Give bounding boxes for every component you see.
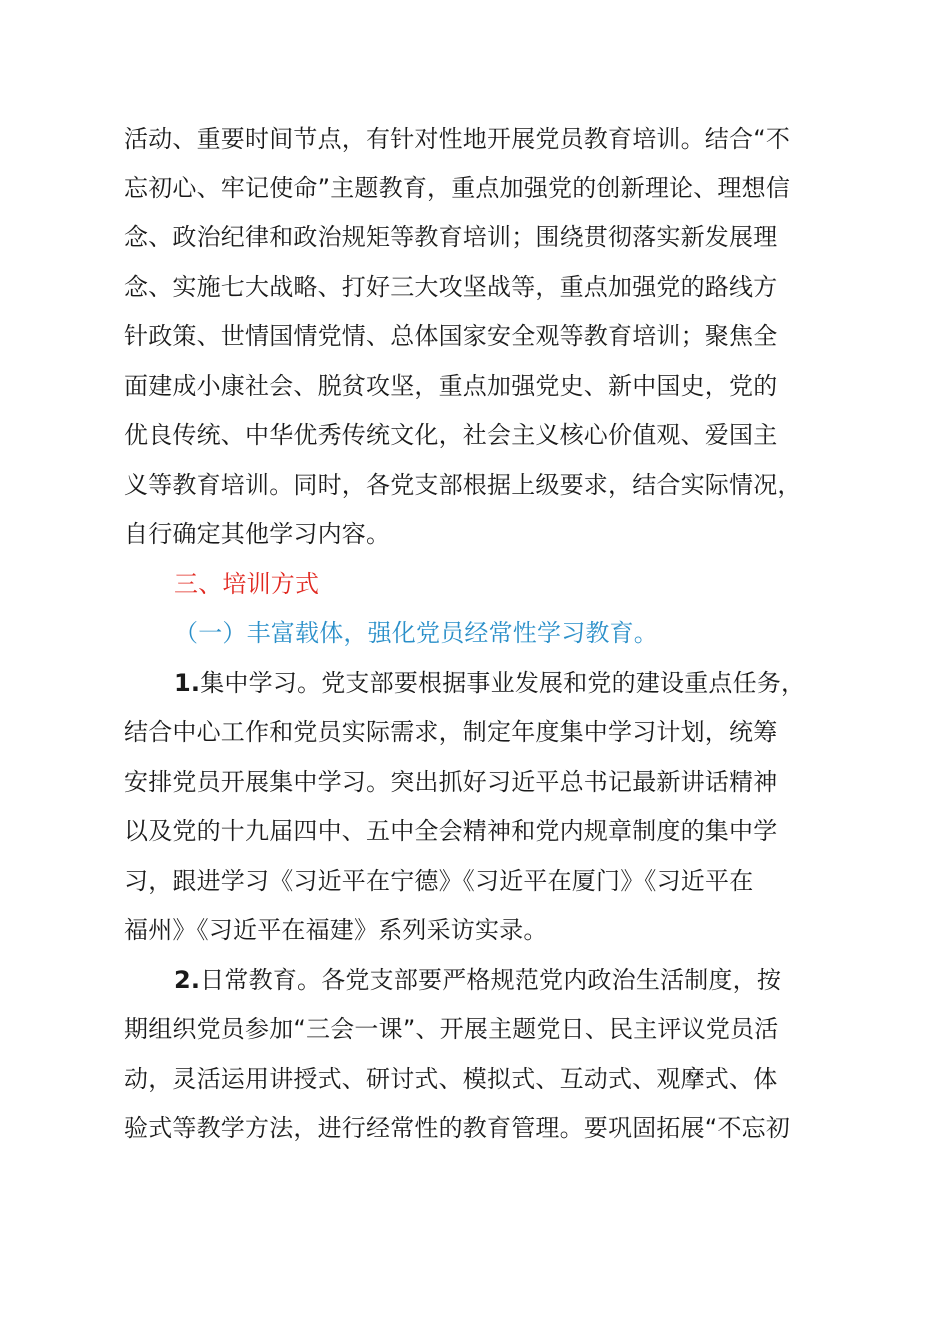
body-line: 念、实施七大战略、打好三大攻坚战等，重点加强党的路线方 bbox=[124, 273, 778, 301]
subsection-heading: （一）丰富载体，强化党员经常性学习教育。 bbox=[174, 619, 658, 647]
item1-line: 福州》《习近平在福建》系列采访实录。 bbox=[124, 916, 548, 944]
item2-number: 2. bbox=[174, 966, 201, 994]
item2-line: 动，灵活运用讲授式、研讨式、模拟式、互动式、观摩式、体 bbox=[124, 1065, 778, 1093]
body-line: 针政策、世情国情党情、总体国家安全观等教育培训；聚焦全 bbox=[124, 322, 778, 350]
item1-line: 以及党的十九届四中、五中全会精神和党内规章制度的集中学 bbox=[124, 817, 778, 845]
body-line: 面建成小康社会、脱贫攻坚，重点加强党史、新中国史，党的 bbox=[124, 372, 778, 400]
item1-text: 集中学习。党支部要根据事业发展和党的建设重点任务， bbox=[200, 669, 806, 697]
section-heading: 三、培训方式 bbox=[174, 570, 320, 598]
item1-first-line bbox=[174, 659, 864, 708]
body-line: 活动、重要时间节点，有针对性地开展党员教育培训。结合“不 bbox=[124, 125, 791, 153]
body-line: 优良传统、中华优秀传统文化，社会主义核心价值观、爱国主 bbox=[124, 421, 778, 449]
item1-line: 结合中心工作和党员实际需求，制定年度集中学习计划，统筹 bbox=[124, 718, 778, 746]
item1-line: 习，跟进学习《习近平在宁德》《习近平在厦门》《习近平在 bbox=[124, 867, 754, 895]
item1-line: 安排党员开展集中学习。突出抓好习近平总书记最新讲话精神 bbox=[124, 768, 778, 796]
body-line: 自行确定其他学习内容。 bbox=[124, 520, 391, 548]
item1-number: 1. bbox=[174, 669, 201, 697]
item2-line: 期组织党员参加“三会一课”、开展主题党日、民主评议党员活 bbox=[124, 1015, 779, 1043]
body-line: 念、政治纪律和政治规矩等教育培训；围绕贯彻落实新发展理 bbox=[124, 223, 778, 251]
body-line: 忘初心、牢记使命”主题教育，重点加强党的创新理论、理想信 bbox=[124, 174, 791, 202]
item2-line: 验式等教学方法，进行经常性的教育管理。要巩固拓展“不忘初 bbox=[124, 1114, 791, 1142]
item2-first-line bbox=[174, 956, 864, 1005]
body-line: 义等教育培训。同时，各党支部根据上级要求，结合实际情况， bbox=[124, 471, 802, 499]
item2-text: 日常教育。各党支部要严格规范党内政治生活制度，按 bbox=[200, 966, 782, 994]
